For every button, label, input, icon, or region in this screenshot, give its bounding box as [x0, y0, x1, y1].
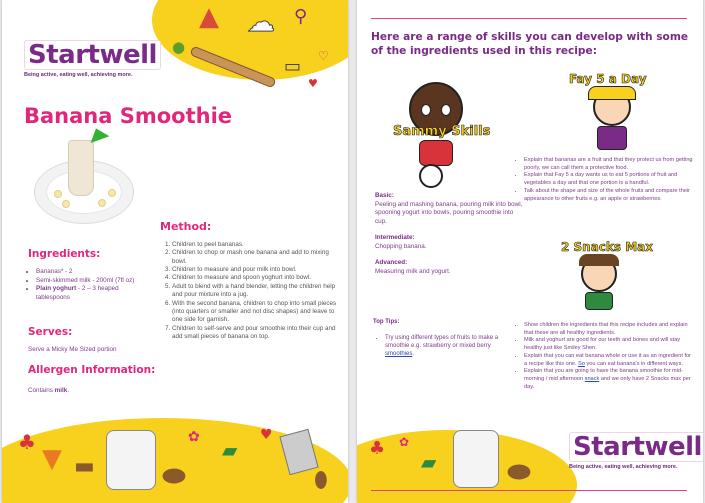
- intermediate-text: Chopping banana.: [375, 242, 427, 250]
- ingredients-list: [28, 268, 138, 302]
- advanced-label: Advanced:: [375, 259, 408, 266]
- two-snacks-max-label: 2 Snacks Max: [561, 240, 654, 254]
- heart-cutter-icon: ♡: [318, 49, 329, 63]
- logo-wordmark: Startwell: [24, 40, 161, 70]
- snacks-hair: [579, 254, 619, 266]
- logo-wordmark: Startwell: [569, 432, 703, 462]
- header-rule: [371, 18, 687, 19]
- spatula-icon: ▭: [284, 56, 302, 77]
- snack-bullet: • Milk and yoghurt are good for our teeth and bones and will stay healthy just like Smiley Shen.: [524, 337, 693, 352]
- banana-slice-icon: [108, 189, 116, 197]
- top-tip-item: • Try using different types of fruits to make a smoothie e.g. strawberry or mixed berry smoothies.: [385, 334, 503, 358]
- eye-icon: [421, 104, 431, 116]
- sammy-skills-label: Sammy Skills: [393, 124, 491, 139]
- skills-intro: Here are a range of skills you can develop with some of the ingredients used in this recipe:: [371, 31, 689, 58]
- method-heading: Method:: [160, 220, 212, 233]
- ingredients-heading: Ingredients:: [28, 248, 101, 260]
- recipe-page-left: [2, 0, 348, 503]
- sammy-shirt: [419, 140, 453, 166]
- fay-bullet: • Explain that bananas are a fruit and that they protect us from getting poorly, we can call them a protective food.: [524, 157, 693, 172]
- startwell-logo: [24, 40, 161, 78]
- method-list: [160, 241, 338, 341]
- intermediate-label: Intermediate:: [375, 234, 415, 241]
- snack-bullet: • Show children the ingredients that this recipe includes and explain that these are all healthy ingredients.: [524, 322, 693, 337]
- apple-icon: ●: [172, 38, 186, 56]
- snacks-shirt: [585, 292, 613, 310]
- logo-tagline: Being active, eating well, achieving more.: [24, 72, 133, 78]
- banana-slice-icon: [62, 200, 70, 208]
- startwell-logo: [569, 432, 703, 470]
- snack-bullets: [517, 322, 693, 391]
- method-step: 3. Children to measure and pour milk into bowl.: [172, 266, 338, 274]
- chef-hat-icon: ☁: [247, 5, 275, 38]
- method-step: 7. Children to self-serve and pour smoothie into their cup and add small pieces of banana on top.: [172, 325, 338, 342]
- serves-text: Serve a Micky Me Sized portion: [28, 346, 117, 353]
- recipe-title: Banana Smoothie: [24, 104, 233, 128]
- method-step: 1. Children to peel bananas.: [172, 241, 338, 249]
- skills-levels: [375, 192, 525, 276]
- knife-icon: ▰: [222, 438, 238, 462]
- basic-text: Peeling and mashing banana, pouring milk into bowl, spooning yogurt into bowls, pouring smoothie into cup.: [375, 200, 523, 225]
- cherries-icon: ♣: [369, 438, 386, 459]
- chopping-board-icon: ▬: [74, 454, 95, 479]
- allergen-text: Contains milk.: [28, 387, 69, 394]
- method-step: 5. Adult to blend with a hand blender, letting the children help and pour mixture into a jug.: [172, 283, 338, 300]
- stand-mixer-icon: [106, 430, 156, 490]
- fay-bullet: • Talk about the shape and size of the whole fruits and compare their appearance to other fruits e.g. an apple or strawberries.: [524, 188, 693, 203]
- football-icon: [419, 164, 443, 188]
- bread-icon: ⬬: [507, 455, 531, 488]
- method-step: 4. Children to measure and spoon yoghurt into bowl.: [172, 274, 338, 282]
- top-tips-heading: Top Tips:: [373, 319, 400, 325]
- fay-5-a-day-label: Fay 5 a Day: [569, 72, 647, 86]
- fay-hair: [588, 86, 636, 100]
- strawberry-icon: ♥: [308, 77, 318, 90]
- ingredient-item: • Bananas* - 2: [36, 268, 138, 277]
- allergen-heading: Allergen Information:: [28, 364, 156, 376]
- cherries-icon: ♣: [18, 430, 36, 454]
- advanced-text: Measuring milk and yogurt.: [375, 267, 451, 275]
- ingredient-item: • Semi-skimmed milk - 200ml (7fl oz): [36, 277, 138, 286]
- fay-bullets: [517, 157, 693, 203]
- cookie-cutter-icon: ✿: [399, 435, 410, 449]
- cookie-cutter-icon: ✿: [188, 429, 200, 445]
- fay-dress: [597, 126, 627, 150]
- bread-icon: ⬬: [162, 459, 186, 492]
- eye-icon: [441, 104, 451, 116]
- oven-mitt-icon: ▲: [199, 2, 219, 32]
- baguette-icon: ⬮: [314, 468, 328, 493]
- fay-bullet: • Explain that Fay 5 a day wants us to eat 5 portions of fruit and vegetables a day and that one portion is a handful.: [524, 172, 693, 187]
- banana-slice-icon: [54, 190, 62, 198]
- whisk-icon: ⚲: [294, 6, 308, 27]
- logo-tagline: Being active, eating well, achieving more.: [569, 464, 678, 470]
- serves-heading: Serves:: [28, 326, 73, 338]
- method-step: 2. Children to chop or mash one banana and add to mixing bowl.: [172, 249, 338, 266]
- smoothie-glass-icon: [68, 140, 94, 196]
- banana-slice-icon: [98, 199, 106, 207]
- method-step: 6. With the second banana, children to chop into small pieces (into quarters or smaller and not disc shapes) and leave to one side for garnish.: [172, 300, 338, 325]
- ingredient-item: • Plain yoghurt - 2 – 3 heaped tablespoons: [36, 285, 138, 302]
- recipe-page-right: [357, 0, 703, 503]
- footer-rule: [371, 490, 687, 491]
- basic-label: Basic:: [375, 192, 394, 199]
- strawberry-icon: ♥: [260, 427, 273, 443]
- stand-mixer-icon: [453, 430, 499, 488]
- snack-bullet: • Explain that you are going to have the banana smoothie for mid-morning / mid afternoon snack and we only have 2 Snacks max per day.: [524, 368, 693, 391]
- carrot-icon: ▼: [42, 444, 62, 474]
- snack-bullet: • Explain that you can eat banana whole or use it as an ingredient for a recipe like this one. So you can eat banana's in different ways.: [524, 353, 693, 368]
- knife-icon: ▰: [421, 450, 437, 474]
- top-tips: [373, 318, 503, 358]
